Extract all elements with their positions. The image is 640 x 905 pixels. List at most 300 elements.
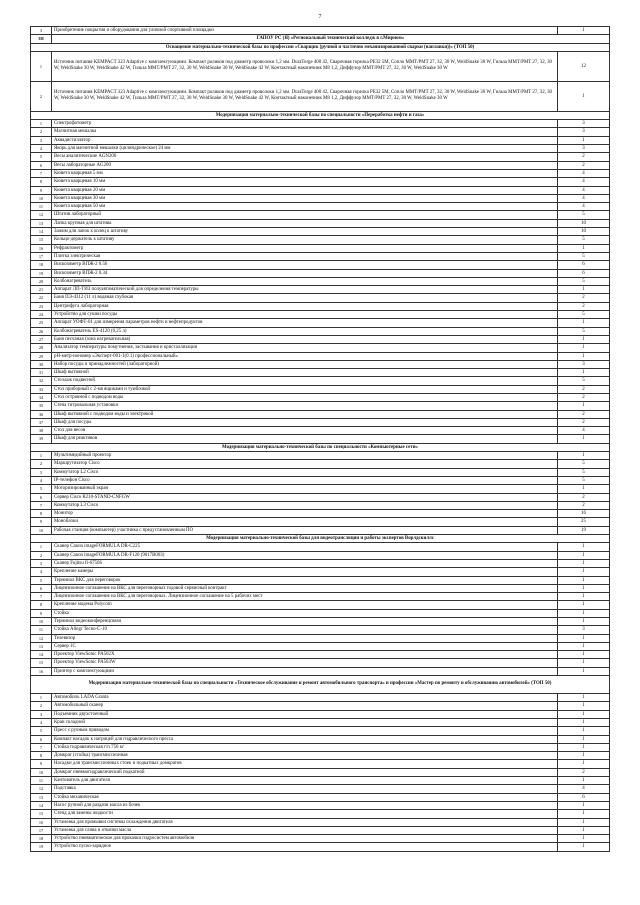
- section-title: Оснащение материально-технической базы по профессии «Сварщик (ручной и частично механизированной сварки (наплавки))» (ТОП 50): [31, 43, 610, 51]
- item-name: Стол островной с подводом воды: [52, 393, 558, 401]
- item-name: Набор посуды и принадлежностей (лабораторной): [52, 360, 558, 368]
- row-number: 14: [31, 228, 52, 236]
- table-row: [31, 252, 610, 260]
- row-number: 3: [31, 468, 52, 476]
- item-name: Рабочая станция (компьютер) участника с предустановленным ПО: [52, 526, 558, 534]
- item-quantity: 5: [558, 252, 610, 260]
- table-row: [31, 667, 610, 675]
- item-name: Сервер Cisco R210-STAND-CNFGW: [52, 493, 558, 501]
- row-number: 21: [31, 286, 52, 294]
- item-quantity: 1: [558, 452, 610, 460]
- item-quantity: 1: [558, 559, 610, 567]
- item-quantity: 4: [558, 785, 610, 793]
- section-header-row: [31, 43, 610, 51]
- row-number: 3: [31, 136, 52, 144]
- row-number: 17: [31, 252, 52, 260]
- table-row: [31, 319, 610, 327]
- row-number: 16: [31, 667, 52, 675]
- item-name: Приобретение покрытия и оборудования для уличной спортивной площадки: [52, 27, 558, 35]
- item-name: Кювета кварцевая 10 мм: [52, 178, 558, 186]
- item-name: Пресс с ручным приводом: [52, 727, 558, 735]
- item-name: Вискозиметр ВПЖ-2 0.34: [52, 269, 558, 277]
- item-quantity: 2: [558, 161, 610, 169]
- item-quantity: 4: [558, 178, 610, 186]
- row-number: 5: [31, 485, 52, 493]
- item-name: Аппарат ЛП-ТИЗ полуавтоматический для определения температуры: [52, 286, 558, 294]
- section-header-row: [31, 535, 610, 543]
- item-quantity: 1: [558, 710, 610, 718]
- row-number: 36: [31, 410, 52, 418]
- item-name: Стена титровальная установки: [52, 402, 558, 410]
- item-name: Баня ПЭ-4312 (11 л) водяная глубокая: [52, 294, 558, 302]
- item-quantity: 2: [558, 501, 610, 509]
- item-name: Лицензионное соглашение на ВКС для переговорных годовой сервисный контракт: [52, 584, 558, 592]
- row-number: 9: [31, 518, 52, 526]
- item-name: Моторизированный экран: [52, 485, 558, 493]
- table-row: [31, 476, 610, 484]
- item-quantity: 6: [558, 269, 610, 277]
- item-name: Мультимедийный проектор: [52, 452, 558, 460]
- table-row: [31, 393, 610, 401]
- table-row: [31, 302, 610, 310]
- table-row: [31, 186, 610, 194]
- item-quantity: 3: [558, 360, 610, 368]
- table-row: [31, 136, 610, 144]
- row-number: 12: [31, 634, 52, 642]
- item-name: Сервер 1С: [52, 642, 558, 650]
- row-number: 31: [31, 369, 52, 377]
- table-row: [31, 568, 610, 576]
- item-name: Насос ручной для раздачи масла из бочек: [52, 801, 558, 809]
- item-name: Проектор ViewSonic PA503W: [52, 659, 558, 667]
- row-number: 10: [31, 618, 52, 626]
- item-name: Устройство пуско-зарядное: [52, 843, 558, 851]
- item-quantity: 6: [558, 793, 610, 801]
- item-name: Подставка: [52, 785, 558, 793]
- item-name: Колбонагреватель: [52, 277, 558, 285]
- row-number: 6: [31, 735, 52, 743]
- row-number: 19: [31, 269, 52, 277]
- row-number: 8: [31, 601, 52, 609]
- table-row: [31, 752, 610, 760]
- row-number: 38: [31, 427, 52, 435]
- item-name: Автомобиль LADA Granta: [52, 694, 558, 702]
- item-quantity: 5: [558, 327, 610, 335]
- item-name: Сканер Fujitsu fi-6750S: [52, 559, 558, 567]
- table-row: [31, 161, 610, 169]
- item-name: Зажим для лапок к колец к штативу: [52, 228, 558, 236]
- row-number: 1: [31, 120, 52, 128]
- table-row: [31, 377, 610, 385]
- organization-name: ГАПОУ РС (Я) «Региональный технический колледж в г.Мирном»: [52, 35, 610, 43]
- table-row: [31, 634, 610, 642]
- row-number: 7: [31, 593, 52, 601]
- item-name: Колбонагреватель ES-4120 (0,25 л): [52, 327, 558, 335]
- section-header-row: [31, 443, 610, 451]
- item-quantity: 1: [558, 244, 610, 252]
- table-row: [31, 576, 610, 584]
- row-number: 18: [31, 835, 52, 843]
- table-row: [31, 718, 610, 726]
- item-quantity: 1: [558, 543, 610, 551]
- item-quantity: 1: [558, 667, 610, 675]
- item-quantity: 1: [558, 835, 610, 843]
- organization-row: [31, 35, 610, 43]
- row-number: 30: [31, 360, 52, 368]
- row-number: 7: [31, 501, 52, 509]
- item-quantity: 1: [558, 369, 610, 377]
- table-row: [31, 651, 610, 659]
- item-name: Кювета кварцевая 20 мм: [52, 186, 558, 194]
- table-row: [31, 601, 610, 609]
- row-number: 16: [31, 244, 52, 252]
- item-quantity: 1: [558, 319, 610, 327]
- table-row: [31, 335, 610, 343]
- item-name: Устройство для сушки посуды: [52, 311, 558, 319]
- item-name: Спектрофотометр: [52, 120, 558, 128]
- table-row: [31, 452, 610, 460]
- table-row: [31, 727, 610, 735]
- item-name: Якорь для магнитной мешалки (цилиндрическое) 24 мм: [52, 145, 558, 153]
- row-number: 17: [31, 826, 52, 834]
- item-quantity: 1: [558, 335, 610, 343]
- item-quantity: 5: [558, 476, 610, 484]
- row-number: 6: [31, 584, 52, 592]
- item-quantity: 1: [558, 760, 610, 768]
- table-row: [31, 551, 610, 559]
- item-name: Баня песчаная (зона нагревательная): [52, 335, 558, 343]
- row-number: 2: [31, 702, 52, 710]
- table-row: [31, 286, 610, 294]
- row-number: 1: [31, 452, 52, 460]
- row-number: 2: [31, 81, 52, 111]
- item-quantity: 2: [558, 294, 610, 302]
- item-name: Компакт насадок к натрицей для гидравлического пресса: [52, 735, 558, 743]
- item-quantity: 1: [558, 485, 610, 493]
- item-quantity: 6: [558, 261, 610, 269]
- item-quantity: 1: [558, 702, 610, 710]
- item-quantity: 1: [558, 584, 610, 592]
- row-number: 5: [31, 727, 52, 735]
- table-row: [31, 501, 610, 509]
- item-quantity: 2: [558, 385, 610, 393]
- table-row: [31, 153, 610, 161]
- table-row: [31, 360, 610, 368]
- item-name: Кантователь для двигателя: [52, 777, 558, 785]
- table-row: [31, 768, 610, 776]
- item-quantity: 1: [558, 826, 610, 834]
- item-name: Центрифуга лабораторная: [52, 302, 558, 310]
- item-quantity: 2: [558, 493, 610, 501]
- table-row: [31, 510, 610, 518]
- item-name: Анализатор температуры помутнения, застывания и кристаллизации: [52, 344, 558, 352]
- row-number: 1: [31, 543, 52, 551]
- item-name: Кювета кварцевая 50 мм: [52, 203, 558, 211]
- row-number: 2: [31, 128, 52, 136]
- row-number: 22: [31, 294, 52, 302]
- item-name: Магнитная мешалка: [52, 128, 558, 136]
- row-number: 8: [31, 510, 52, 518]
- section-header-row: [31, 676, 610, 694]
- item-name: Шкаф для реактивов: [52, 435, 558, 443]
- table-row: [31, 211, 610, 219]
- row-number: 8: [31, 752, 52, 760]
- item-name: Подъемник двухстоечный: [52, 710, 558, 718]
- row-number: 5: [31, 153, 52, 161]
- item-name: Терминал видеоконференцсвязи: [52, 618, 558, 626]
- item-quantity: 1: [558, 818, 610, 826]
- table-row: [31, 27, 610, 35]
- item-name: Установка для слива и откачки масла: [52, 826, 558, 834]
- item-name: Кран складной: [52, 718, 558, 726]
- table-row: [31, 236, 610, 244]
- row-number: 35: [31, 402, 52, 410]
- section-title: Модернизация материально-технической базы по специальности «Переработка нефти и газа»: [31, 111, 610, 119]
- section-title: Модернизация материально-технической базы по специальности «Компьютерные сети»: [31, 443, 610, 451]
- row-number: 24: [31, 311, 52, 319]
- row-number: 3: [31, 559, 52, 567]
- table-row: [31, 219, 610, 227]
- item-quantity: 3: [558, 626, 610, 634]
- table-row: [31, 120, 610, 128]
- row-number: 23: [31, 302, 52, 310]
- row-number: 34: [31, 393, 52, 401]
- item-name: Проектор ViewSonic PA502X: [52, 651, 558, 659]
- item-quantity: 2: [558, 768, 610, 776]
- item-quantity: 4: [558, 203, 610, 211]
- item-name: Шкаф для посуды: [52, 418, 558, 426]
- row-number: 6: [31, 161, 52, 169]
- table-row: [31, 228, 610, 236]
- table-row: [31, 344, 610, 352]
- item-quantity: 19: [558, 526, 610, 534]
- item-name: Плитка электрическая: [52, 252, 558, 260]
- row-number: 4: [31, 718, 52, 726]
- row-number: 11: [31, 626, 52, 634]
- item-quantity: 3: [558, 145, 610, 153]
- row-number: 15: [31, 236, 52, 244]
- item-name: Сканер Canon imageFORMULA DR-F120 (9017B003): [52, 551, 558, 559]
- page-number: 7: [318, 14, 322, 20]
- item-name: Стойка гидравлическая г/п 750 кг: [52, 743, 558, 751]
- item-name: Лицензионное соглашение на ВКС для переговорных. Лицензионное соглашение на 5 рабочих мест: [52, 593, 558, 601]
- row-number: 32: [31, 377, 52, 385]
- row-number: 28: [31, 344, 52, 352]
- table-row: [31, 710, 610, 718]
- item-name: Стеллаж подвесной: [52, 377, 558, 385]
- item-quantity: 1: [558, 743, 610, 751]
- row-number: 15: [31, 659, 52, 667]
- table-row: [31, 584, 610, 592]
- row-number: 9: [31, 760, 52, 768]
- table-row: [31, 518, 610, 526]
- table-row: [31, 468, 610, 476]
- item-quantity: 1: [558, 81, 610, 111]
- item-name: Установка для промывки системы охлаждения двигателя: [52, 818, 558, 826]
- item-name: рН-метр-иономер «Эксперт-001-1(0.1) профессиональный»: [52, 352, 558, 360]
- table-row: [31, 261, 610, 269]
- item-quantity: 25: [558, 518, 610, 526]
- item-quantity: 2: [558, 393, 610, 401]
- equipment-table-body: [31, 27, 610, 852]
- table-row: [31, 460, 610, 468]
- item-quantity: 5: [558, 468, 610, 476]
- table-row: [31, 843, 610, 851]
- item-quantity: 2: [558, 418, 610, 426]
- table-row: [31, 735, 610, 743]
- item-quantity: 1: [558, 352, 610, 360]
- item-quantity: 16: [558, 510, 610, 518]
- item-quantity: 4: [558, 427, 610, 435]
- item-quantity: 5: [558, 311, 610, 319]
- table-row: [31, 593, 610, 601]
- item-quantity: 1: [558, 136, 610, 144]
- item-quantity: 1: [558, 634, 610, 642]
- row-number: 2: [31, 460, 52, 468]
- table-row: [31, 128, 610, 136]
- item-name: IP-телефон Cisco: [52, 476, 558, 484]
- item-name: Стойка: [52, 609, 558, 617]
- item-quantity: 3: [558, 128, 610, 136]
- item-quantity: 5: [558, 236, 610, 244]
- item-quantity: 4: [558, 186, 610, 194]
- item-quantity: 1: [558, 601, 610, 609]
- item-quantity: 1: [558, 551, 610, 559]
- item-quantity: 5: [558, 377, 610, 385]
- item-quantity: 1: [558, 344, 610, 352]
- row-number: 14: [31, 651, 52, 659]
- item-name: Крепление камеры: [52, 568, 558, 576]
- item-quantity: 12: [558, 51, 610, 81]
- table-row: [31, 369, 610, 377]
- item-quantity: 1: [558, 659, 610, 667]
- table-row: [31, 760, 610, 768]
- item-quantity: 1: [558, 618, 610, 626]
- item-name: Телевизор: [52, 634, 558, 642]
- row-number: 8: [31, 178, 52, 186]
- table-row: [31, 194, 610, 202]
- item-name: Аквадистиллятор: [52, 136, 558, 144]
- row-number: 10: [31, 526, 52, 534]
- table-row: [31, 402, 610, 410]
- row-number: 9: [31, 186, 52, 194]
- item-quantity: 1: [558, 694, 610, 702]
- item-quantity: 1: [558, 735, 610, 743]
- row-number: 16: [31, 818, 52, 826]
- row-number: 9: [31, 609, 52, 617]
- item-name: Сканер Canon imageFORMULA DR-C225: [52, 543, 558, 551]
- row-number: 2: [31, 551, 52, 559]
- row-number: 39: [31, 435, 52, 443]
- item-name: Стойка Allegr Tecno-C-10: [52, 626, 558, 634]
- row-number: 1: [31, 51, 52, 81]
- table-row: [31, 626, 610, 634]
- row-number: 26: [31, 327, 52, 335]
- row-number: 11: [31, 777, 52, 785]
- row-number: 14: [31, 801, 52, 809]
- item-quantity: 3: [558, 120, 610, 128]
- item-quantity: 2: [558, 153, 610, 161]
- item-quantity: 5: [558, 460, 610, 468]
- item-name: Крепление модема Polycom: [52, 601, 558, 609]
- table-row: [31, 618, 610, 626]
- row-number: 10: [31, 194, 52, 202]
- table-row: [31, 526, 610, 534]
- row-number: 4: [31, 568, 52, 576]
- item-name: Весы аналитические AGN200: [52, 153, 558, 161]
- item-name: Коммутатор L3 Cisco: [52, 501, 558, 509]
- table-row: [31, 51, 610, 81]
- item-name: Стенд для замены жидкости: [52, 810, 558, 818]
- table-row: [31, 327, 610, 335]
- table-row: [31, 835, 610, 843]
- item-name: Домкрат (стойка) трансмиссионная: [52, 752, 558, 760]
- section-title: Модернизация материально-технической базы по специальности «Техническое обслуживание и ремонт автомобильного транспорта» и профессии «Мастер по ремонту и обслуживанию автомобилей» (ТОП 50): [31, 676, 610, 694]
- item-name: Устройство пневматическое для прокачки гидросистем автомобиля: [52, 835, 558, 843]
- table-row: [31, 493, 610, 501]
- item-name: Кювета кварцевая 5 мм: [52, 169, 558, 177]
- row-number: 25: [31, 319, 52, 327]
- item-name: Принтер с комплектующими: [52, 667, 558, 675]
- equipment-table: [30, 26, 610, 852]
- item-quantity: 1: [558, 651, 610, 659]
- item-name: Аппарат УОФТ-01 для измерения параметров нефти и нефтепродуктов: [52, 319, 558, 327]
- row-number: 20: [31, 277, 52, 285]
- row-number: 12: [31, 211, 52, 219]
- row-number: 13: [31, 793, 52, 801]
- row-number: 37: [31, 418, 52, 426]
- table-row: [31, 311, 610, 319]
- item-name: Стол для весов: [52, 427, 558, 435]
- item-quantity: 1: [558, 593, 610, 601]
- table-row: [31, 702, 610, 710]
- item-quantity: 1: [558, 609, 610, 617]
- item-quantity: 1: [558, 435, 610, 443]
- item-quantity: 1: [558, 718, 610, 726]
- row-number: 7: [31, 169, 52, 177]
- table-row: [31, 793, 610, 801]
- table-row: [31, 435, 610, 443]
- section-header-row: [31, 111, 610, 119]
- row-number: 29: [31, 352, 52, 360]
- table-row: [31, 810, 610, 818]
- row-number: 11: [31, 203, 52, 211]
- table-row: [31, 642, 610, 650]
- item-name: Моноблоки: [52, 518, 558, 526]
- row-number: 6: [31, 493, 52, 501]
- item-quantity: 5: [558, 277, 610, 285]
- row-number: 3: [31, 27, 52, 35]
- row-number: 4: [31, 476, 52, 484]
- row-number: 3: [31, 710, 52, 718]
- item-quantity: 1: [558, 568, 610, 576]
- table-row: [31, 277, 610, 285]
- table-row: [31, 294, 610, 302]
- item-name: Вискозиметр ВПЖ-2 0.56: [52, 261, 558, 269]
- row-number: 12: [31, 785, 52, 793]
- item-quantity: 2: [558, 410, 610, 418]
- table-row: [31, 818, 610, 826]
- table-row: [31, 427, 610, 435]
- table-row: [31, 81, 610, 111]
- item-name: Шкаф вытяжной: [52, 369, 558, 377]
- item-quantity: 1: [558, 576, 610, 584]
- row-number: 5: [31, 576, 52, 584]
- table-row: [31, 801, 610, 809]
- table-row: [31, 418, 610, 426]
- row-number: 15: [31, 810, 52, 818]
- row-number: 1: [31, 694, 52, 702]
